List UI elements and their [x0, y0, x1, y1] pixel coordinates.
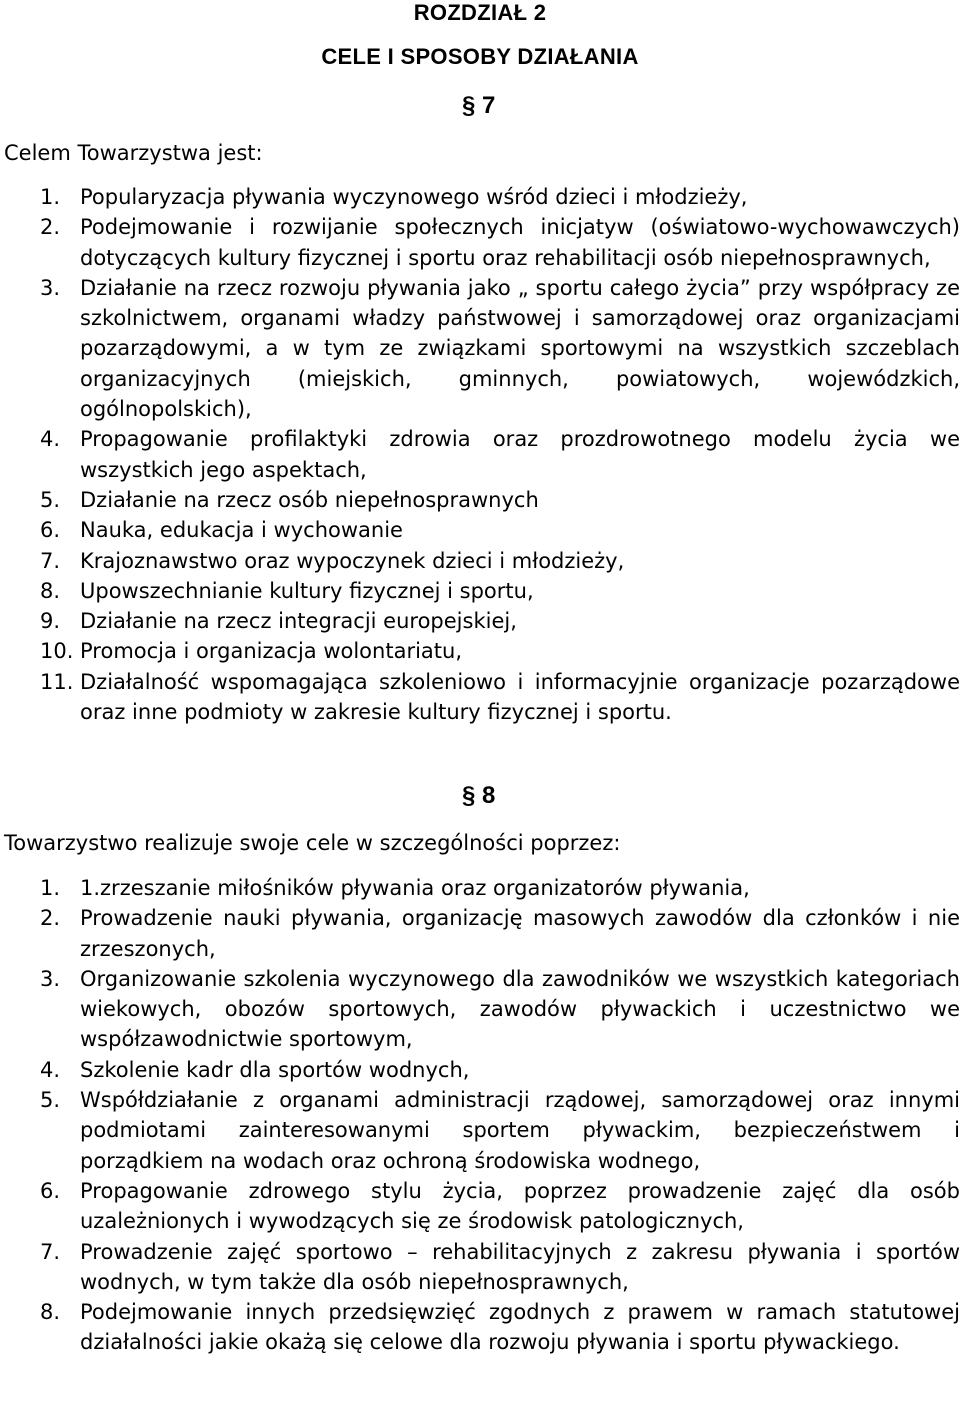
item-number: 11. — [40, 669, 74, 694]
item-text: Propagowanie zdrowego stylu życia, poprzez prowadzenie zajęć dla osób uzależnionych i wywodzących się ze środowisk patologicznych, — [80, 1178, 960, 1234]
section-7-mark: § 7 — [462, 92, 496, 119]
chapter-subtitle: CELE I SPOSOBY DZIAŁANIA — [321, 44, 639, 69]
item-number: 1. — [40, 876, 61, 900]
section-8-mark: § 8 — [462, 782, 496, 809]
item-text: Organizowanie szkolenia wyczynowego dla zawodników we wszystkich kategoriach wiekowych, obozów sportowych, zawodów pływackich i uczestnictwo we współzawodnictwie sportowym, — [80, 966, 960, 1052]
item-text: Prowadzenie zajęć sportowo – rehabilitacyjnych z zakresu pływania i sportów wodnych, w tym także dla osób niepełnosprawnych, — [80, 1239, 960, 1294]
item-number: 9. — [40, 609, 61, 634]
list-item — [0, 212, 960, 273]
list-item — [0, 903, 960, 964]
list-item — [0, 424, 960, 485]
item-number: 4. — [40, 427, 61, 452]
item-text: Prowadzenie nauki pływania, organizację masowych zawodów dla członków i nie zrzeszonych, — [80, 906, 960, 961]
list-item — [0, 964, 960, 1055]
item-text: Propagowanie profilaktyki zdrowia oraz prozdrowotnego modelu życia we wszystkich jego aspektach, — [80, 427, 960, 482]
item-text: Podejmowanie i rozwijanie społecznych inicjatyw (oświatowo-wychowawczych) dotyczących kultury fizycznej i sportu oraz rehabilitacji osób niepełnosprawnych, — [80, 215, 960, 270]
item-text: Działanie na rzecz integracji europejskiej, — [80, 609, 517, 634]
item-number: 8. — [40, 1300, 61, 1325]
list-item — [0, 873, 960, 903]
chapter-title: ROZDZIAŁ 2 — [413, 0, 547, 25]
list-item — [0, 485, 960, 515]
item-number: 2. — [40, 215, 61, 240]
list-item — [0, 1055, 960, 1085]
list-item — [0, 1297, 960, 1358]
item-text: Popularyzacja pływania wyczynowego wśród dzieci i młodzieży, — [80, 185, 748, 209]
item-number: 5. — [40, 1088, 61, 1113]
list-item — [0, 636, 960, 666]
list-item — [0, 667, 960, 728]
section-8-list — [0, 873, 960, 1358]
item-number: 3. — [40, 275, 61, 300]
item-text: 1.zrzeszanie miłośników pływania oraz organizatorów pływania, — [80, 876, 750, 900]
item-number: 1. — [40, 185, 61, 209]
list-item — [0, 606, 960, 636]
item-text: Nauka, edukacja i wychowanie — [80, 518, 403, 543]
item-number: 4. — [40, 1057, 61, 1082]
item-number: 7. — [40, 1239, 61, 1264]
item-number: 5. — [40, 487, 61, 512]
list-item — [0, 546, 960, 576]
list-item — [0, 1237, 960, 1298]
section-7-intro: Celem Towarzystwa jest: — [4, 141, 263, 165]
item-number: 8. — [40, 578, 61, 603]
item-number: 10. — [40, 639, 74, 664]
list-item — [0, 515, 960, 545]
list-item — [0, 576, 960, 606]
item-text: Działalność wspomagająca szkoleniowo i informacyjnie organizacje pozarządowe oraz inne podmioty w zakresie kultury fizycznej i sportu. — [80, 669, 960, 725]
list-item — [0, 1085, 960, 1176]
item-number: 6. — [40, 518, 61, 543]
section-8-intro: Towarzystwo realizuje swoje cele w szczególności poprzez: — [4, 831, 621, 855]
section-7-list — [0, 182, 960, 727]
item-text: Współdziałanie z organami administracji rządowej, samorządowej oraz innymi podmiotami zainteresowanymi sportem pływackim, bezpieczeństwem i porządkiem na wodach oraz ochroną środowiska wodnego, — [80, 1088, 960, 1173]
item-number: 7. — [40, 548, 61, 573]
list-item — [0, 273, 960, 424]
item-text: Promocja i organizacja wolontariatu, — [80, 639, 462, 664]
item-text: Krajoznawstwo oraz wypoczynek dzieci i młodzieży, — [80, 548, 625, 573]
item-text: Upowszechnianie kultury fizycznej i sportu, — [80, 578, 534, 603]
item-number: 2. — [40, 906, 61, 931]
item-number: 3. — [40, 966, 61, 991]
list-item — [0, 182, 960, 212]
item-text: Podejmowanie innych przedsięwzięć zgodnych z prawem w ramach statutowej działalności jakie okażą się celowe dla rozwoju pływania i sportu pływackiego. — [80, 1300, 960, 1355]
item-number: 6. — [40, 1178, 61, 1203]
item-text: Działanie na rzecz rozwoju pływania jako „ sportu całego życia” przy współpracy ze szkolnictwem, organami władzy państwowej i samorządowej oraz organizacjami pozarządowymi, a w tym ze związkami sportowymi na wszystkich szczeblach organizacyjnych (miejskich, gminnych, powiatowych, wojewódzkich, ogólnopolskich), — [80, 275, 960, 422]
list-item — [0, 1176, 960, 1237]
item-text: Szkolenie kadr dla sportów wodnych, — [80, 1057, 470, 1082]
item-text: Działanie na rzecz osób niepełnosprawnych — [80, 487, 539, 512]
